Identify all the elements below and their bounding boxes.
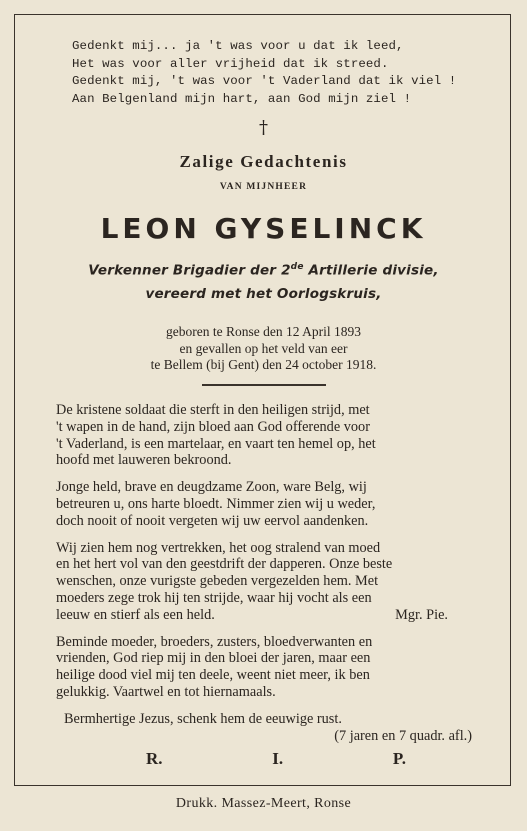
text-line: gelukkig. Vaartwel en tot hiernamaals.	[56, 683, 276, 700]
rip-p: P.	[392, 749, 406, 768]
text-line: Jonge held, brave en deugdzame Zoon, ware Belg, wij	[56, 479, 367, 496]
paragraph	[56, 634, 472, 701]
death-place-line: te Bellem (bij Gent) den 24 october 1918.	[150, 357, 377, 373]
poem-line: Aan Belgenland mijn hart, aan God mijn ziel !	[72, 91, 412, 106]
rank-line	[0, 262, 527, 279]
printer-credit: Drukk. Massez-Meert, Ronse	[175, 796, 352, 811]
poem	[72, 38, 472, 108]
divider	[202, 384, 326, 386]
rip-i: I.	[272, 749, 284, 768]
text-line: betreuren u, ons harte bloedt. Nimmer zien wij u weder,	[56, 495, 376, 512]
poem-line: Het was voor aller vrijheid dat ik streed.	[72, 56, 389, 71]
van-mijnheer: VAN MIJNHEER	[219, 182, 308, 192]
birth-line: geboren te Ronse den 12 April 1893	[166, 324, 361, 339]
text-line: 't wapen in de hand, zijn bloed aan God offerende voor	[56, 418, 370, 435]
paragraph	[56, 479, 472, 529]
signer: Mgr. Pie.	[395, 606, 448, 623]
text-line: heilige dood viel mij ten deele, weent niet meer, ik ben	[56, 667, 370, 684]
paragraph	[56, 402, 472, 469]
text-line: moeders zege trok hij ten strijde, waar hij vocht als een	[56, 589, 372, 606]
text-line: 't Vaderland, is een martelaar, en vaart ten hemel op, het	[56, 435, 376, 452]
memorial-heading: Zalige Gedachtenis	[179, 152, 348, 171]
rank-superscript: de	[290, 262, 304, 272]
text-line: hoofd met lauweren bekroond.	[56, 452, 232, 469]
text-line: De kristene soldaat die sterft in den heiligen strijd, met	[56, 402, 370, 418]
text-line: en het hert vol van den geestdrift der dapperen. Onze beste	[56, 556, 393, 573]
decoration-line: vereerd met het Oorlogskruis,	[145, 286, 382, 302]
rank-text: Verkenner Brigadier der 2	[88, 262, 291, 279]
text-line: vrienden, God riep mij in den bloei der jaren, maar een	[56, 650, 371, 667]
last-line-with-signer	[56, 607, 472, 624]
rank-text-end: Artillerie divisie,	[303, 262, 439, 279]
paragraph	[56, 540, 472, 624]
birth-death-info	[0, 324, 527, 374]
poem-line: Gedenkt mij, 't was voor 't Vaderland dat ik viel !	[72, 74, 457, 89]
deceased-name: LEON GYSELINCK	[100, 212, 427, 245]
rip-r: R.	[146, 749, 163, 768]
poem-line: Gedenkt mij... ja 't was voor u dat ik leed,	[72, 39, 404, 53]
text-line: Wij zien hem nog vertrekken, het oog stralend van moed	[56, 539, 381, 556]
rip	[146, 749, 406, 769]
text-line: leeuw en stierf als een held.	[56, 606, 215, 623]
text-line: doch nooit of nooit vergeten wij uw eervol aandenken.	[56, 512, 369, 529]
text-line: Beminde moeder, broeders, zusters, bloedverwanten en	[56, 633, 373, 650]
text-line: wenschen, onze vurigste gebeden vergezelden hem. Met	[56, 573, 379, 590]
memorial-text	[56, 402, 472, 744]
death-line: en gevallen op het veld van eer	[179, 340, 348, 356]
prayer-line: Bermhertige Jezus, schenk hem de eeuwige rust.	[64, 710, 342, 727]
prayer	[56, 711, 472, 745]
cross-icon: †	[259, 117, 268, 138]
indulgence-note: (7 jaren en 7 quadr. afl.)	[334, 727, 472, 744]
